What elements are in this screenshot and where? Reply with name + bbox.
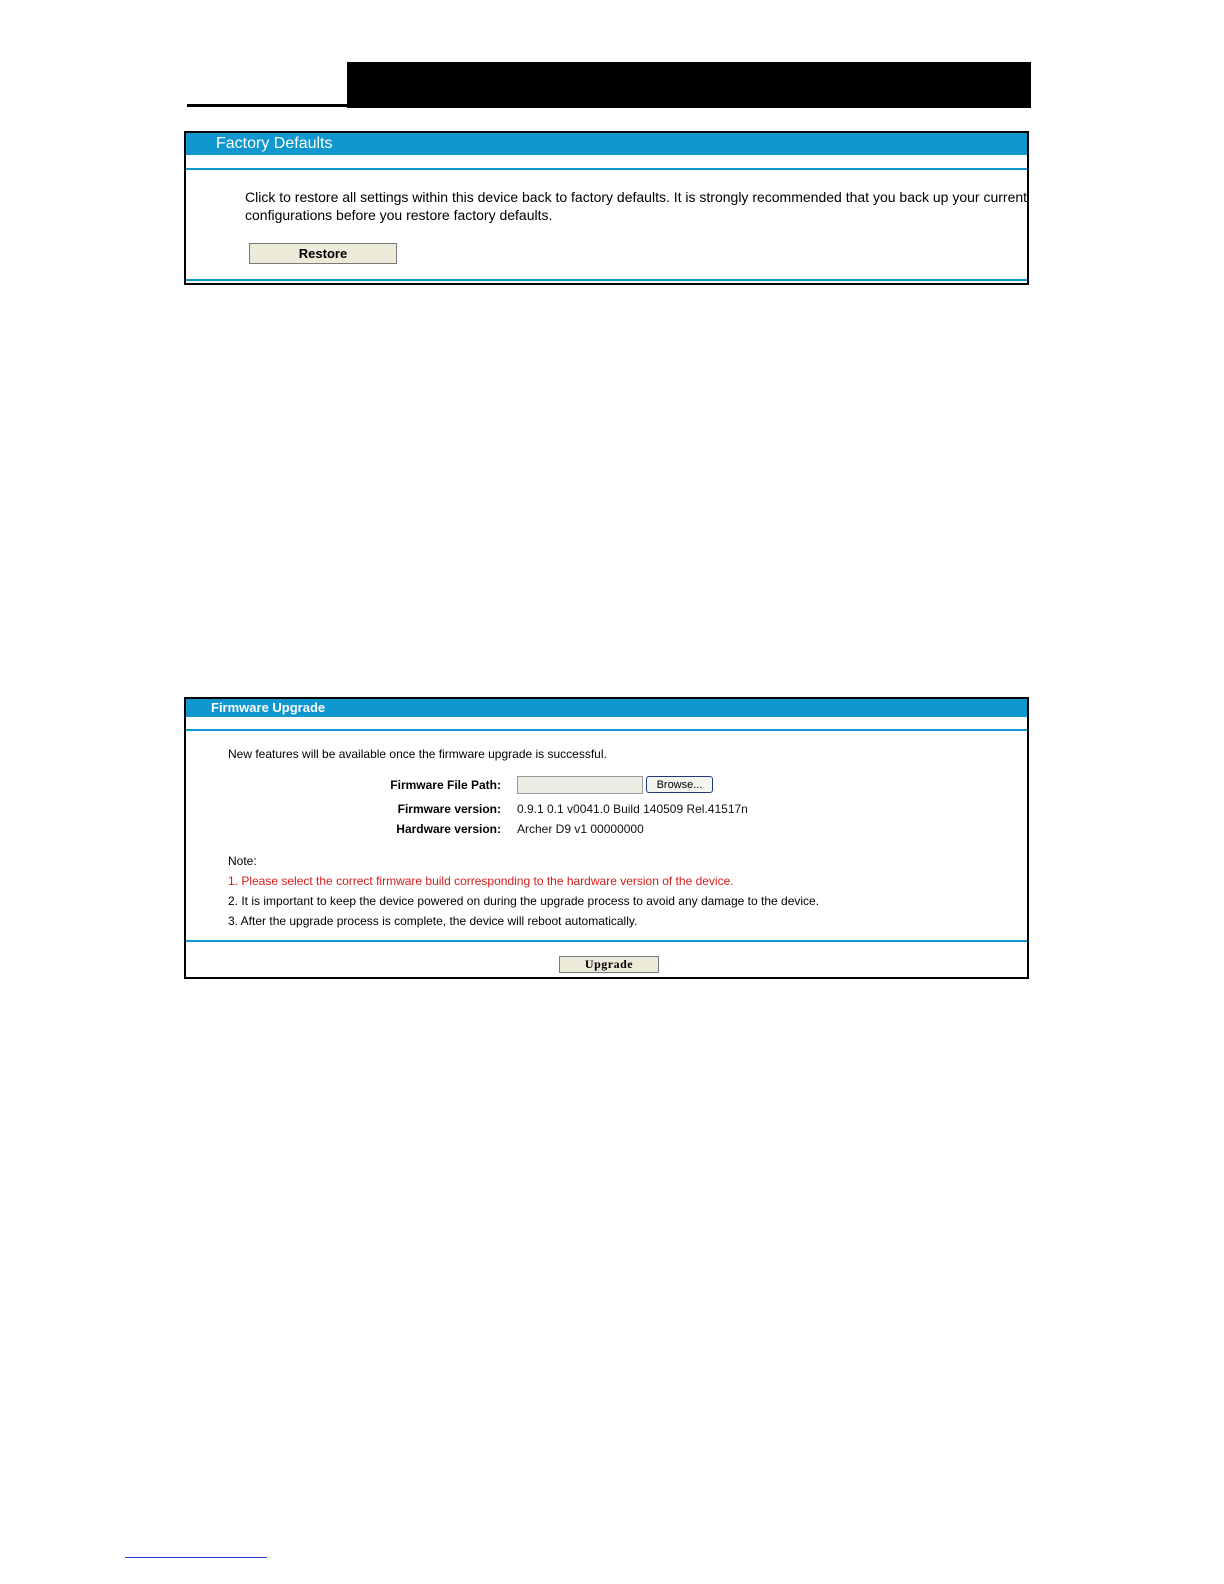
firmware-intro-text: New features will be available once the firmware upgrade is successful. xyxy=(228,747,607,761)
restore-button[interactable]: Restore xyxy=(249,243,397,264)
note-item: 2. It is important to keep the device powered on during the upgrade process to avoid any damage to the device. xyxy=(228,894,820,908)
page-header-bar xyxy=(347,62,1031,108)
page-header-rule xyxy=(187,104,349,107)
firmware-file-path-input[interactable] xyxy=(517,776,643,794)
hardware-version-value: Archer D9 v1 00000000 xyxy=(517,822,644,836)
note-heading: Note: xyxy=(228,854,257,868)
factory-defaults-title: Factory Defaults xyxy=(186,133,1027,155)
factory-defaults-description-line1: Click to restore all settings within this device back to factory defaults. It is strongly recommended that you back up your current xyxy=(245,189,1028,205)
bottom-divider xyxy=(186,279,1027,281)
firmware-file-path-label: Firmware File Path: xyxy=(390,778,501,792)
upgrade-button[interactable]: Upgrade xyxy=(559,956,659,973)
firmware-version-value: 0.9.1 0.1 v0041.0 Build 140509 Rel.41517n xyxy=(517,802,748,816)
hardware-version-label: Hardware version: xyxy=(396,822,501,836)
firmware-upgrade-title: Firmware Upgrade xyxy=(186,699,1027,717)
firmware-version-label: Firmware version: xyxy=(397,802,501,816)
footer-link-underline xyxy=(125,1557,267,1558)
note-item: 1. Please select the correct firmware build corresponding to the hardware version of the device. xyxy=(228,874,734,888)
factory-defaults-description-line2: configurations before you restore factory defaults. xyxy=(245,207,553,223)
browse-button[interactable]: Browse... xyxy=(646,776,713,793)
note-item: 3. After the upgrade process is complete, the device will reboot automatically. xyxy=(228,914,638,928)
factory-defaults-panel xyxy=(184,131,1029,285)
firmware-upgrade-panel xyxy=(184,697,1029,979)
title-divider xyxy=(186,729,1027,731)
bottom-divider xyxy=(186,940,1027,942)
title-divider xyxy=(186,168,1027,170)
